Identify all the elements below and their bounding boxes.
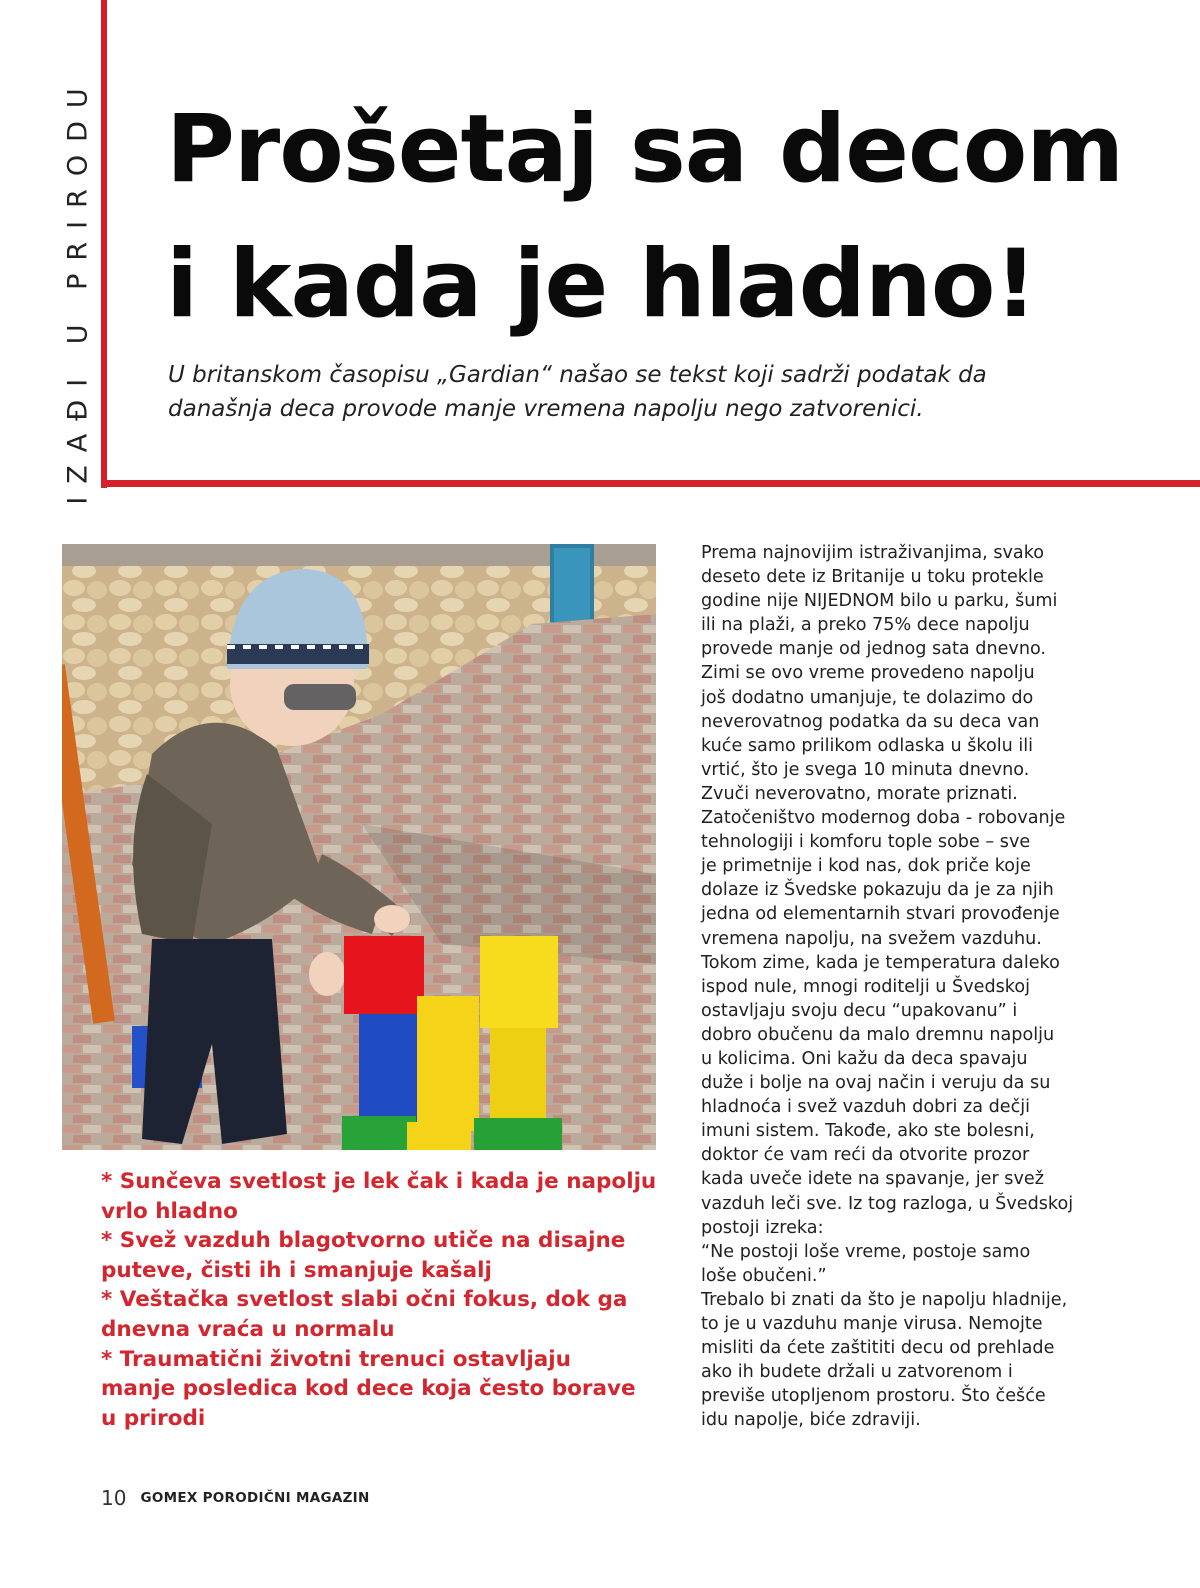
article-line: godine nije NIJEDNOM bilo u parku, šumi	[701, 591, 1058, 612]
article-line: kuće samo prilikom odlaska u školu ili	[701, 735, 1034, 756]
article-line: je primetnije i kod nas, dok priče koje	[701, 856, 1031, 877]
article-line: Prema najnovijim istraživanjima, svako	[701, 543, 1045, 563]
article-line: provede manje od jednog sata dnevno.	[701, 639, 1047, 660]
article-line: u kolicima. Oni kažu da deca spavaju	[701, 1048, 1028, 1069]
article-line: ili na plaži, a preko 75% dece napolju	[701, 615, 1030, 636]
list-item-line: vrlo hladno	[101, 1198, 238, 1224]
article-line: vazduh leči sve. Iz tog razloga, u Švedskoj	[701, 1193, 1074, 1214]
list-item-line: * Sunčeva svetlost je lek čak i kada je napolju	[101, 1169, 657, 1194]
list-item	[101, 1345, 681, 1434]
article-line: vrtić, što je svega 10 minuta dnevno.	[701, 759, 1030, 780]
article-line: postoji izreka:	[701, 1217, 824, 1238]
section-label: IZAĐI U PRIRODU	[62, 75, 94, 505]
list-item-line: * Svež vazduh blagotvorno utiče na disajne	[101, 1228, 626, 1254]
list-item-line: manje posledica kod dece koja često borave	[101, 1376, 636, 1402]
lead-paragraph	[168, 358, 1128, 426]
article-line: duže i bolje na ovaj način i veruju da su	[701, 1073, 1051, 1094]
article-line: loše obučeni.”	[701, 1265, 827, 1286]
list-item	[101, 1285, 681, 1344]
list-item-line: dnevna vraća u normalu	[101, 1316, 395, 1342]
article-line: “Ne postoji loše vreme, postoje samo	[701, 1241, 1031, 1262]
article-line: tehnologiji i komforu tople sobe – sve	[701, 832, 1031, 853]
accent-vertical-rule	[101, 0, 107, 488]
accent-horizontal-rule	[101, 480, 1200, 487]
article-line: misliti da ćete zaštititi decu od prehlade	[701, 1338, 1055, 1359]
title-line: Prošetaj sa decom	[166, 95, 1124, 204]
article-line: previše utopljenom prostoru. Što češće	[701, 1386, 1046, 1407]
article-line: Tokom zime, kada je temperatura daleko	[701, 952, 1060, 973]
page-title	[166, 82, 1166, 352]
article-line: Zimi se ovo vreme provedeno napolju	[701, 663, 1035, 684]
list-item-line: u prirodi	[101, 1405, 206, 1431]
article-line: Zatočeništvo modernog doba - robovanje	[701, 808, 1066, 829]
magazine-name: GOMEX PORODIČNI MAGAZIN	[140, 1490, 370, 1506]
article-line: hladnoća i svež vazduh dobri za dečji	[701, 1097, 1031, 1118]
facts-list	[101, 1167, 681, 1433]
article-line: deseto dete iz Britanije u toku protekle	[701, 567, 1044, 588]
article-line: ispod nule, mnogi roditelji u Švedskoj	[701, 976, 1030, 997]
article-line: jedna od elementarnih stvari provođenje	[701, 904, 1060, 925]
child-playing-with-blocks-image	[62, 544, 656, 1150]
article-line: ako ih budete držali u zatvorenom i	[701, 1362, 1013, 1383]
list-item-line: * Veštačka svetlost slabi očni fokus, dok ga	[101, 1287, 628, 1313]
page-footer	[101, 1484, 370, 1512]
article-line: imuni sistem. Takođe, ako ste bolesni,	[701, 1121, 1035, 1142]
lead-line: U britanskom časopisu „Gardian“ našao se tekst koji sadrži podatak da	[168, 362, 987, 388]
article-line: idu napolje, biće zdraviji.	[701, 1410, 921, 1431]
article-line: dobro obučenu da malo dremnu napolju	[701, 1024, 1055, 1045]
list-item	[101, 1226, 681, 1285]
list-item-line: * Traumatični životni trenuci ostavljaju	[101, 1346, 571, 1372]
article-line: kada uveče idete na spavanje, jer svež	[701, 1169, 1044, 1190]
article-line: Zvuči neverovatno, morate priznati.	[701, 783, 1018, 804]
list-item-line: puteve, čisti ih i smanjuje kašalj	[101, 1257, 492, 1283]
article-line: ostavljaju svoju decu “upakovanu” i	[701, 1000, 1018, 1021]
page-number: 10	[101, 1486, 127, 1510]
article-line: Trebalo bi znati da što je napolju hladnije,	[701, 1289, 1068, 1310]
article-body	[701, 541, 1121, 1432]
article-line: neverovatnog podatka da su deca van	[701, 711, 1040, 732]
lead-line: današnja deca provode manje vremena napolju nego zatvorenici.	[168, 396, 924, 422]
article-line: dolaze iz Švedske pokazuju da je za njih	[701, 880, 1054, 901]
article-line: vremena napolju, na svežem vazduhu.	[701, 928, 1042, 949]
article-line: to je u vazduhu manje virusa. Nemojte	[701, 1314, 1043, 1334]
title-line: i kada je hladno!	[166, 230, 1037, 339]
article-line: doktor će vam reći da otvorite prozor	[701, 1145, 1030, 1166]
article-line: još dodatno umanjuje, te dolazimo do	[701, 687, 1034, 708]
list-item	[101, 1167, 681, 1226]
